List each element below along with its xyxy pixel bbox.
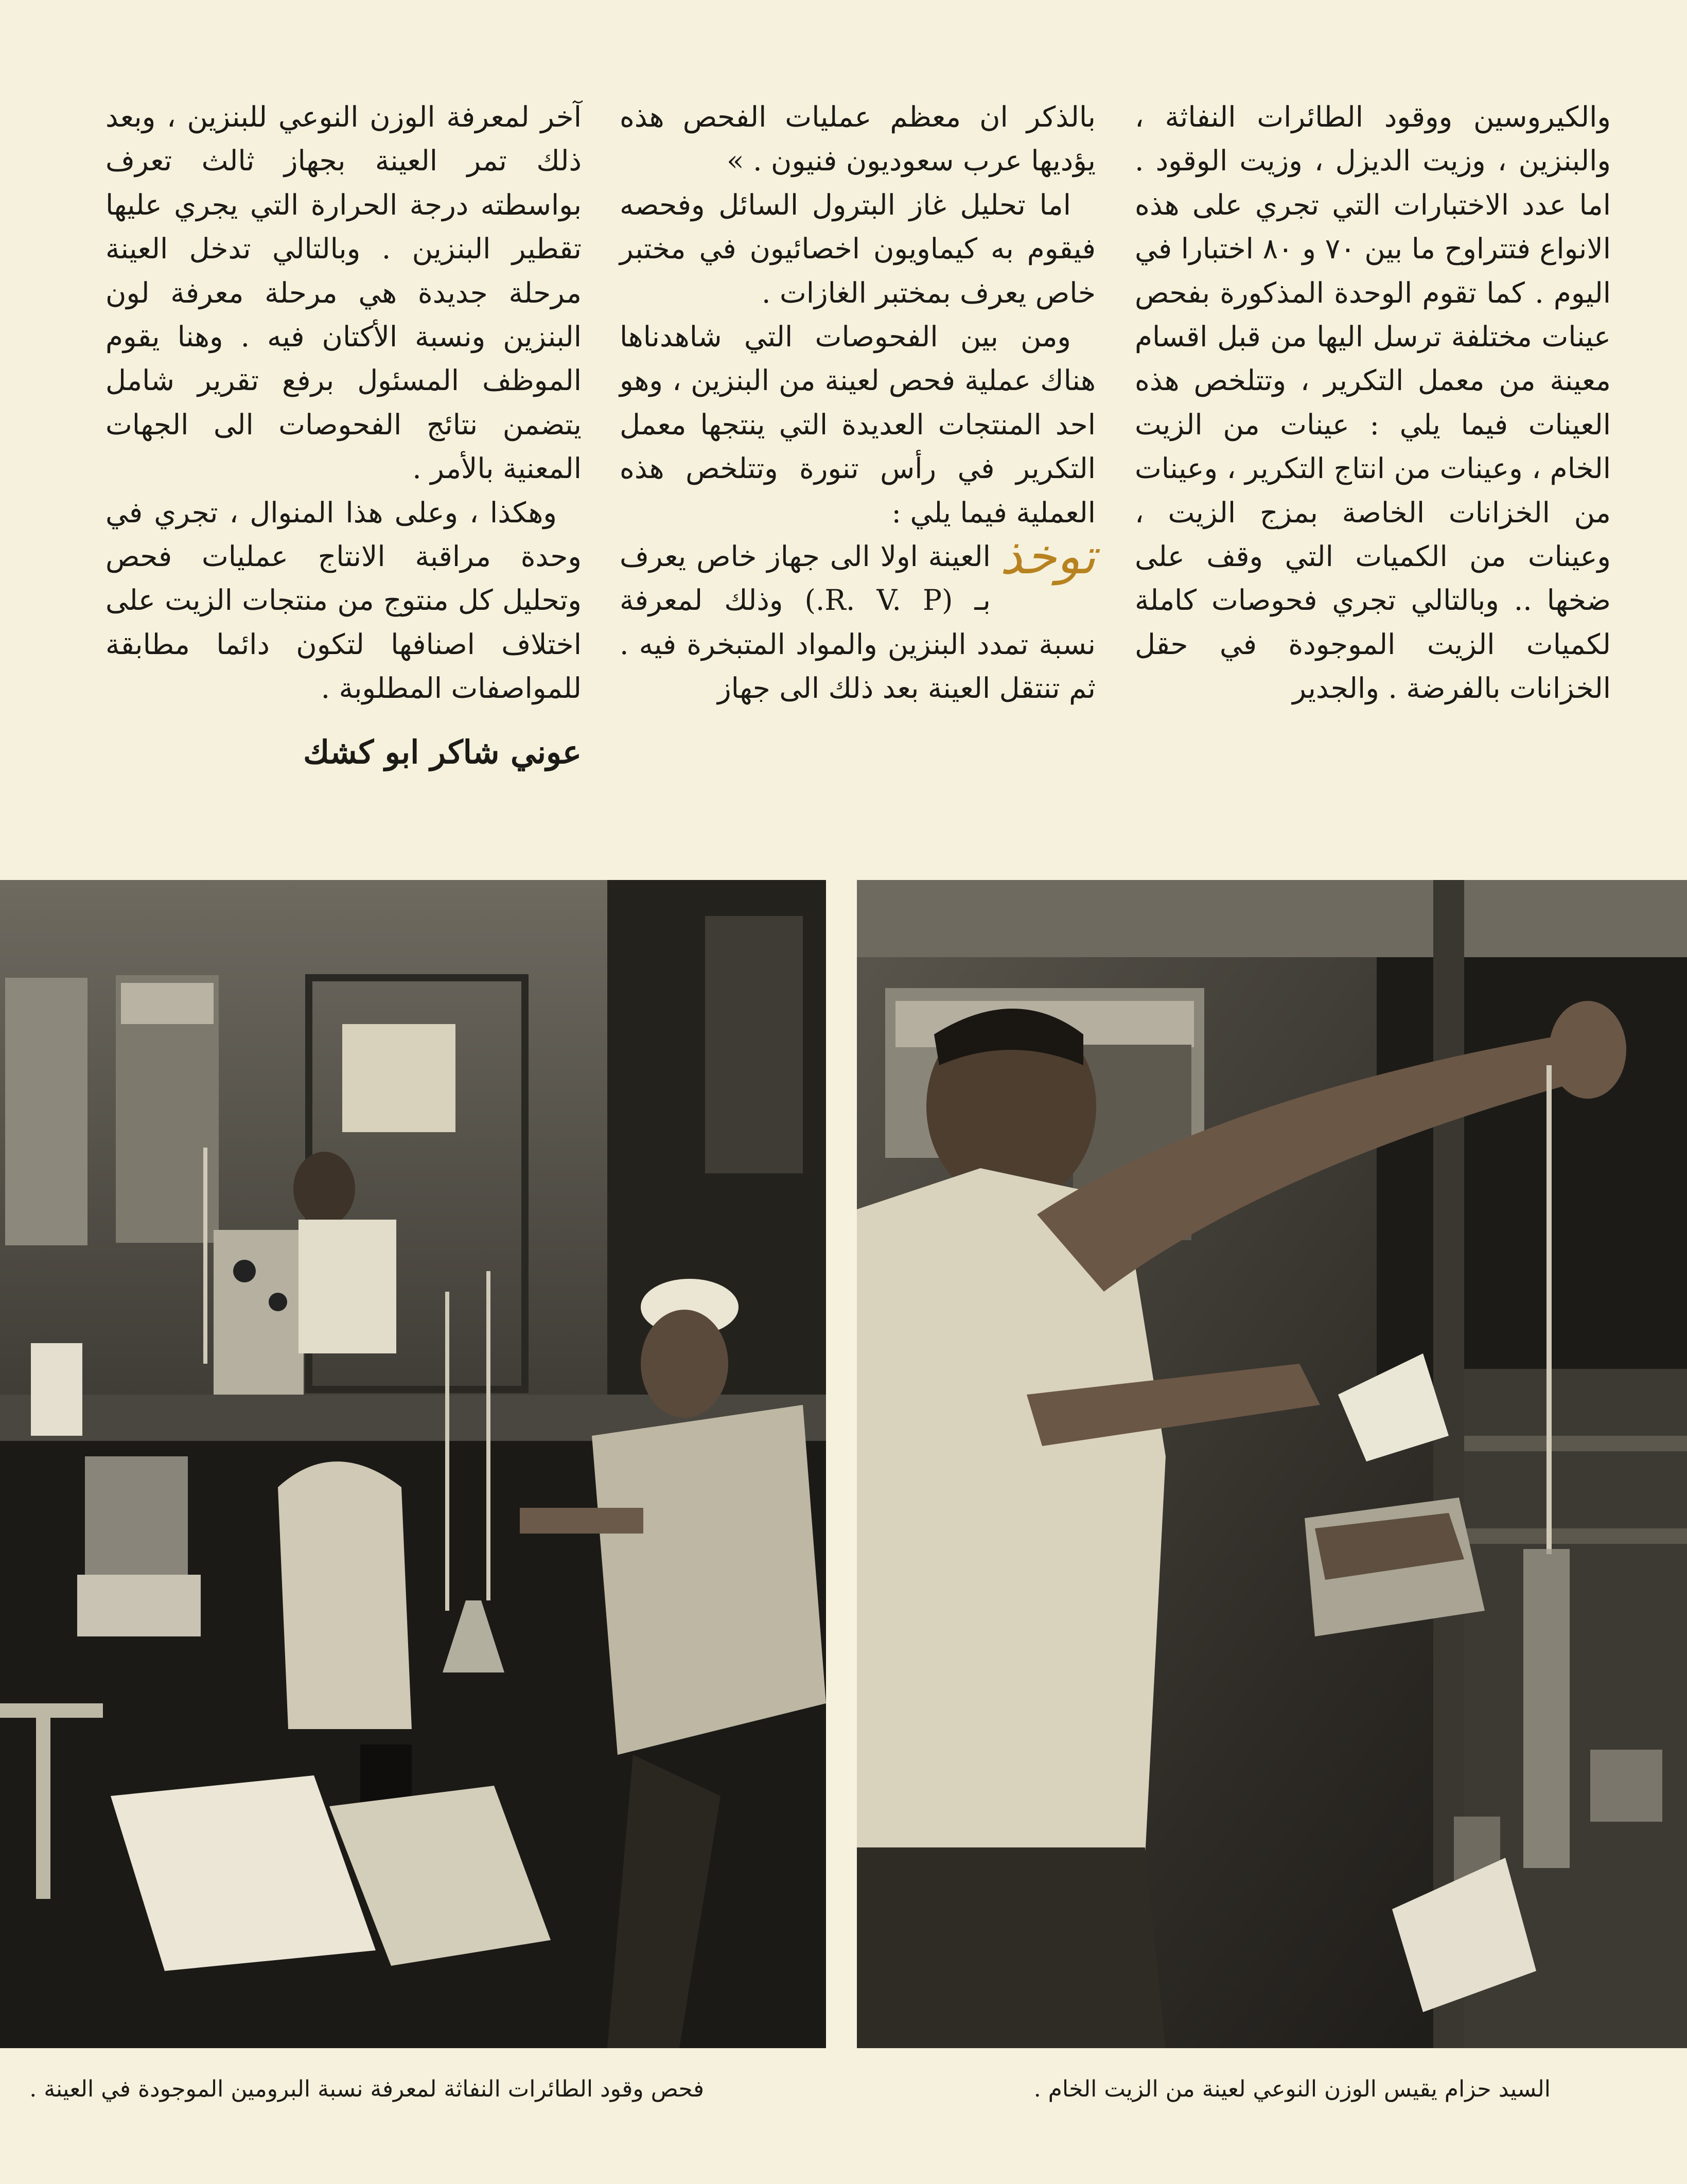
article-paragraph: وهكذا ، وعلى هذا المنوال ، تجري في وحدة مراقبة الانتاج عمليات فحص وتحليل كل منتوج من منتجات الزيت على اختلاف اصنافها لتكون دائما مطابقة للمواصفات المطلوبة . [106,496,582,705]
article-paragraph-text: العينة اولا الى جهاز خاص يعرف بـ (R. V. P.) وذلك لمعرفة نسبة تمدد البنزين والمواد المتبخرة فيه . ثم تنتقل العينة بعد ذلك الى جهاز [620,540,1096,705]
lab-photo-illustration [0,880,826,2048]
photo-caption-left: فحص وقود الطائرات النفاثة لمعرفة نسبة البرومين الموجودة في العينة . [29,2076,704,2102]
article-paragraph: آخر لمعرفة الوزن النوعي للبنزين ، وبعد ذلك تمر العينة بجهاز ثالث تعرف بواسطته درجة الحرارة التي يجري عليها تقطير البنزين . وبالتالي تدخل العينة مرحلة جديدة هي مرحلة معرفة لون البنزين ونسبة الأكتان فيه . وهنا يقوم الموظف المسئول برفع تقرير شامل يتضمن نتائج الفحوصات الى الجهات المعنية بالأمر . [106,100,582,485]
article-paragraph: والكيروسين ووقود الطائرات النفاثة ، والبنزين ، وزيت الديزل ، وزيت الوقود . اما عدد الاختبارات التي تجري على هذه الانواع فتتراوح ما بين ٧٠ و ٨٠ اختبارا في اليوم . كما تقوم الوحدة المذكورة بفحص عينات مختلفة ترسل اليها من قبل اقسام معينة من معمل التكرير ، وتتلخص هذه العينات فيما يلي : عينات من الزيت الخام ، وعينات من انتاج التكرير ، وعينات من الخزانات الخاصة بمزج الزيت ، وعينات من الكميات التي وقف على ضخها .. وبالتالي تجري فحوصات كاملة لكميات الزيت الموجودة في حقل الخزانات بالفرضة . والجدير [1135,100,1611,705]
photo-caption-right: السيد حزام يقيس الوزن النوعي لعينة من الزيت الخام . [1033,2076,1551,2102]
article-column-right [1135,95,1611,711]
article-paragraph: بالذكر ان معظم عمليات الفحص هذه يؤديها عرب سعوديون فنيون . » [620,100,1096,178]
decorative-word-mark: توخذ [999,527,1096,586]
article-column-left [106,95,582,774]
photo-jet-fuel-testing [0,880,826,2048]
article-column-middle [620,95,1096,711]
author-signature: عوني شاكر ابو كشك [303,733,582,771]
article-paragraph: ومن بين الفحوصات التي شاهدناها هناك عملية فحص لعينة من البنزين ، وهو احد المنتجات العديدة التي ينتجها معمل التكرير في رأس تنورة وتتلخص هذه العملية فيما يلي : [620,320,1096,529]
article-paragraph-with-mark [620,527,1096,711]
article-paragraph: اما تحليل غاز البترول السائل وفحصه فيقوم به كيماويون اخصائيون في مختبر خاص يعرف بمختبر الغازات . [620,188,1096,309]
photo-specific-gravity-measurement [857,880,1687,2048]
gravity-photo-illustration [857,880,1687,2048]
